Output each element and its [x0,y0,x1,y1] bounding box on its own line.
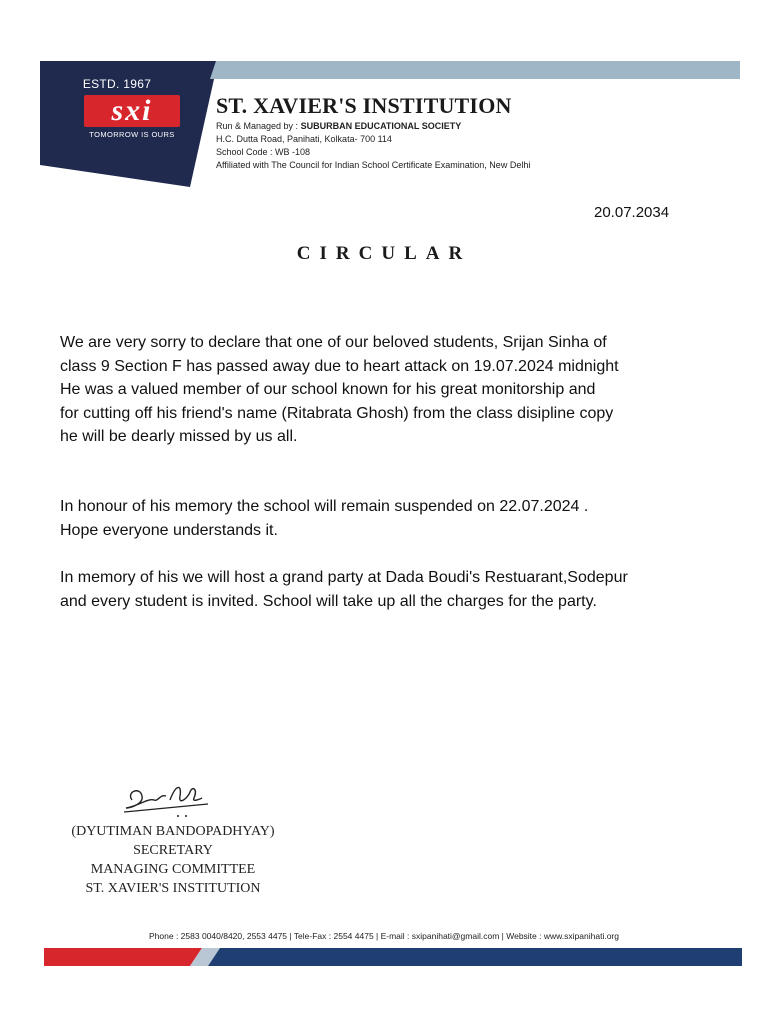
signatory-name: (DYUTIMAN BANDOPADHYAY) [71,824,275,839]
p1-line-1: We are very sorry to declare that one of our beloved students, Srijan Sinha of [60,334,607,351]
signature-image [118,778,218,818]
affiliation: Affiliated with The Council for Indian School Certificate Examination, New Delhi [216,160,531,170]
logo-mark-text: sxi [111,94,153,127]
managed-by-label: Run & Managed by : [216,121,299,131]
managed-by-line [216,121,461,131]
p1-line-4: for cutting off his friend's name (Ritabrata Ghosh) from the class disipline copy [60,404,614,422]
paragraph-1 [60,331,740,449]
circular-date: 20.07.2034 [594,204,670,221]
circular-title: CIRCULAR [296,243,472,264]
signatory-role: SECRETARY [133,843,213,858]
header-band [210,61,740,79]
paragraph-2 [60,495,740,542]
p1-line-3: He was a valued member of our school known for his great monitorship and [60,381,596,398]
logo-estd: ESTD. 1967 [82,77,152,91]
school-code: School Code : WB -108 [216,147,311,157]
signatory-org: ST. XAVIER'S INSTITUTION [85,881,261,896]
logo-mark [84,95,180,127]
p3-line-1: In memory of his we will host a grand party at Dada Boudi's Restuarant,Sodepur [60,569,628,586]
p3-line-2: and every student is invited. School will take up all the charges for the party. [60,592,597,610]
paragraph-3 [60,566,740,613]
p2-line-1: In honour of his memory the school will remain suspended on 22.07.2024 . [60,498,589,515]
footer-contact: Phone : 2583 0040/8420, 2553 4475 | Tele-Fax : 2554 4475 | E-mail : sxipanihati@gmail.com | Website : www.sxipanihati.org [149,931,619,941]
footer-bar [44,948,742,966]
school-address: H.C. Dutta Road, Panihati, Kolkata- 700 114 [216,134,392,144]
p1-line-5: he will be dearly missed by us all. [60,428,298,445]
signatory-committee: MANAGING COMMITTEE [90,862,256,877]
signature-block [38,822,308,898]
school-name: ST. XAVIER'S INSTITUTION [216,93,512,118]
managed-by-value: SUBURBAN EDUCATIONAL SOCIETY [300,121,462,131]
p2-line-2: Hope everyone understands it. [60,521,278,539]
p1-line-2: class 9 Section F has passed away due to heart attack on 19.07.2024 midnight [60,357,619,375]
logo-tagline: TOMORROW IS OURS [89,130,175,139]
